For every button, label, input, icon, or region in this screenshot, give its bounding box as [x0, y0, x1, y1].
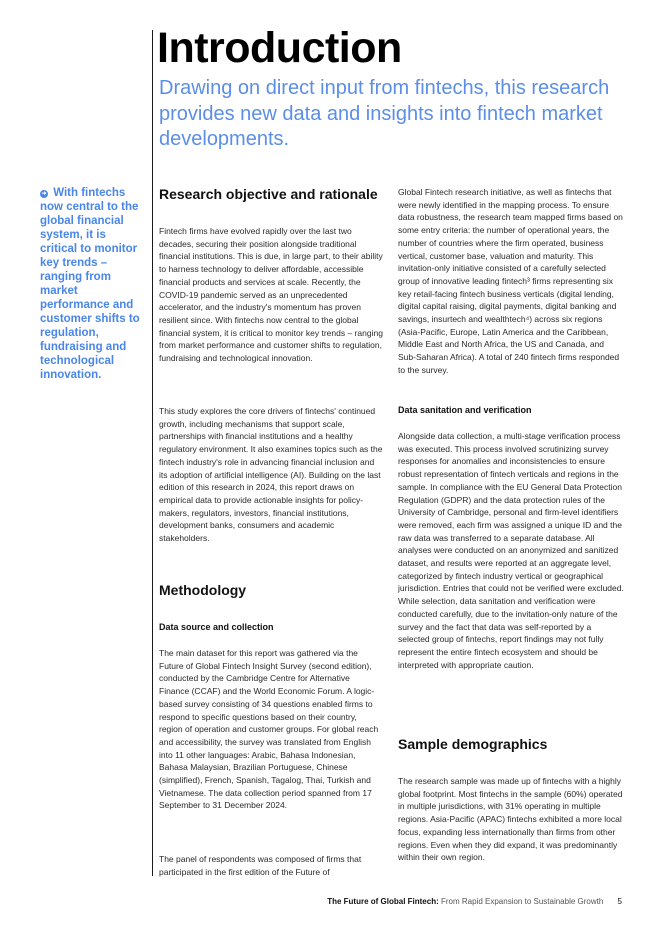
methodology-paragraph-2: The panel of respondents was composed of firms that participated in the first edition of the Future of [159, 854, 362, 877]
methodology-heading: Methodology [159, 582, 247, 598]
methodology-paragraph-4: Alongside data collection, a multi-stage verification process was executed. This process involved scrutinizing survey responses for anomalies and inconsistencies to ensure robust representation of fintech verticals and regions in the sample. In compliance with the EU General Data Protection Regulation (GDPR) and the data protection rules of the University of Cambridge, personal and firm-level identifiers were removed, each firm was assigned a unique ID and the raw data was transferred to a separate database. All analyses were conducted on an anonymized and sanitized dataset, and results were reported at an aggregate level, categorized by fintech industry vertical or geographical jurisdiction. Entries that could not be verified were excluded. While selection, data sanitation and verification were conducted carefully, due to the invitation-only nature of the survey and the fact that data was self-reported by a selected group of fintechs, report findings may not fully represent the entire fintech ecosystem and should be interpreted with appropriate caution. [398, 431, 624, 670]
research-paragraph-1: Fintech firms have evolved rapidly over the last two decades, securing their position alongside traditional financial institutions. This is due, in large part, to their ability to harness technology to deliver affordable, accessible financial products and services at scale. Recently, the COVID-19 pandemic served as an unprecedented accelerator, and the industry's momentum has proven resilient since. With fintechs now central to the global financial system, it is critical to monitor key trends – ranging from market performance and customer shifts to regulation, fundraising and technological innovation. [159, 226, 383, 364]
methodology-section-4 [398, 430, 624, 671]
research-paragraph-2: This study explores the core drivers of fintechs' continued growth, including mechanisms that support scale, partnerships with financial institutions and a healthy regulatory environment. It also examines topics such as the fintech industry's role in advancing financial inclusion and its adoption of artificial intelligence (AI). Building on the last edition of this research in 2024, this report draws on empirical data to provide actionable insights for policy-makers, regulators, investors, financial institutions, development banks, consumers and academic stakeholders. [159, 406, 383, 544]
data-source-subheading: Data source and collection [159, 622, 274, 632]
demographics-section [398, 775, 624, 864]
methodology-paragraph-3: Global Fintech research initiative, as well as fintechs that were newly identified in the mapping process. To ensure data robustness, the research team mapped firms based on some entry criteria: the number of operational years, the number of countries where the firm operated, business vertical, customer base, valuation and maturity. This invitation-only initiative consisted of a carefully selected group of innovative leading fintech³ firms representing six key retail-facing fintech business verticals (digital lending, digital capital raising, digital payments, digital banking and savings, insurtech and wealthtech⁴) across six regions (Asia-Pacific, Europe, Latin America and the Caribbean, Middle East and North Africa, the US and Canada, and Sub-Saharan Africa). A total of 240 fintech firms responded to the survey. [398, 187, 623, 375]
page-footer [327, 897, 622, 906]
methodology-paragraph-1: The main dataset for this report was gathered via the Future of Global Fintech Insight Survey (second edition), conducted by the Cambridge Centre for Alternative Finance (CCAF) and the World Economic Forum. A logic-based survey consisting of 34 questions enabled firms to respond to specific questions based on their country, region of operation and customer groups. For global reach and accessibility, the survey was translated from English into 11 other languages: Arabic, Bahasa Indonesian, Bahasa Malaysian, Brazilian Portuguese, Chinese (simplified), French, Spanish, Tagalog, Thai, Turkish and Vietnamese. The data collection period spanned from 17 September to 31 December 2024. [159, 648, 379, 811]
methodology-section [159, 647, 381, 812]
methodology-section-3 [398, 186, 624, 377]
sidebar-quote [40, 186, 146, 382]
methodology-section-2 [159, 853, 381, 878]
page-number: 5 [617, 897, 622, 906]
footer-subtitle: From Rapid Expansion to Sustainable Growth [441, 897, 604, 906]
demographics-heading: Sample demographics [398, 736, 548, 752]
vertical-rule [152, 30, 153, 876]
research-section [159, 225, 383, 365]
arrow-circle-icon: ➜ [41, 191, 47, 197]
data-sanitation-subheading: Data sanitation and verification [398, 405, 532, 415]
research-heading: Research objective and rationale [159, 186, 378, 202]
footer-report-title: The Future of Global Fintech: [327, 897, 439, 906]
lead-paragraph: Drawing on direct input from fintechs, this research provides new data and insights into fintech market developments. [159, 77, 610, 150]
sidebar-quote-text: With fintechs now central to the global financial system, it is critical to monitor key trends – ranging from market performance and customer shifts to regulation, fundraising and technological innovation. [40, 187, 140, 381]
research-section-2 [159, 405, 385, 545]
page-title: Introduction [157, 24, 402, 72]
demographics-paragraph-1: The research sample was made up of fintechs with a highly global footprint. Most fintechs in the sample (60%) operated in multiple jurisdictions, with 31% operating in multiple regions. Asia-Pacific (APAC) fintechs exhibited a more local focus, expanding less internationally than firms from other regions. Even when they did expand, it was predominantly within their own region. [398, 776, 623, 863]
